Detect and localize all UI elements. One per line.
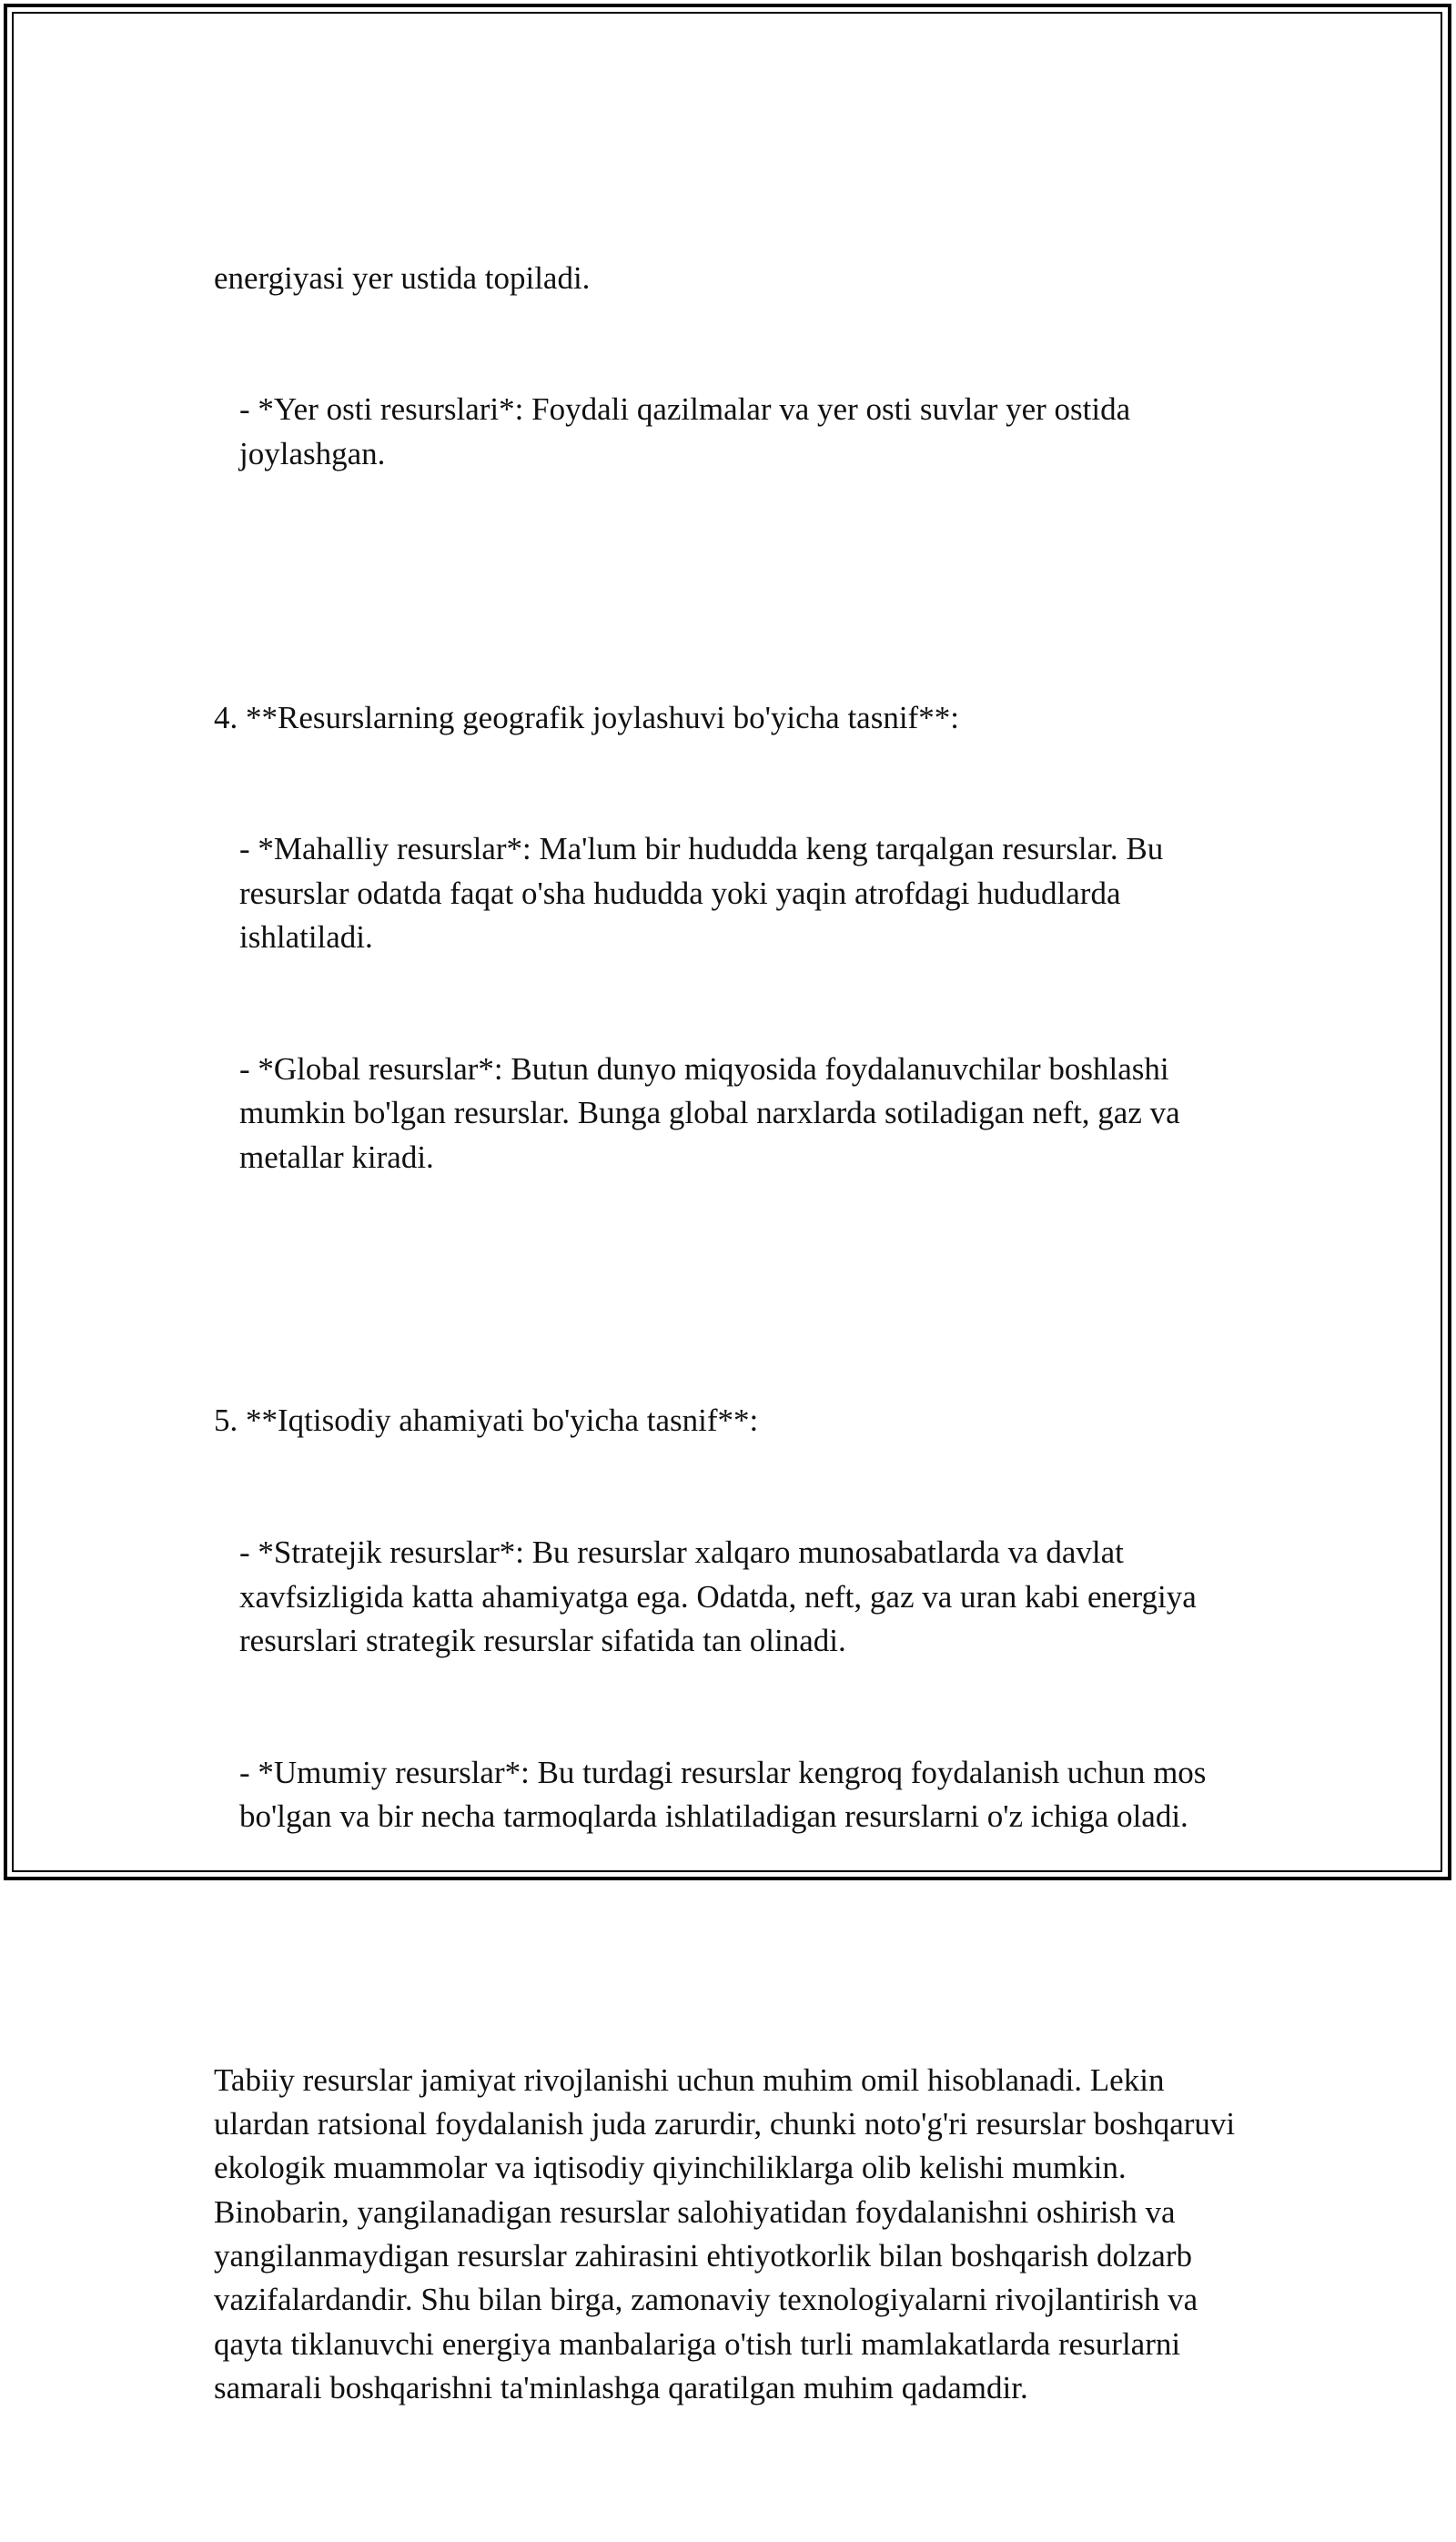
- conclusion-text: Tabiiy resurslar jamiyat rivojlanishi uchun muhim omil hisoblanadi. Lekin ulardan ratsional foydalanish juda zarurdir, chunki noto'g'ri resurslar boshqaruvi ekologik muammolar va iqtisodiy qiyinchiliklarga olib kelishi mumkin. Binobarin, yangilanadigan resurslar salohiyatidan foydalanishni oshirish va yangilanmaydigan resurslar zahirasini ehtiyotkorlik bilan boshqarish dolzarb vazifalardandir. Shu bilan birga, zamonaviy texnologiyalarni rivojlantirish va qayta tiklanuvchi energiya manbalariga o'tish turli mamlakatlarda resurlarni samarali boshqarishni ta'minlashga qaratilgan muhim qadamdir.: [214, 2061, 1243, 2405]
- global-resources-item: - *Global resurslar*: Butun dunyo miqyosida foydalanuvchilar boshlashi mumkin bo'lgan resurslar. Bunga global narxlarda sotiladigan neft, gaz va metallar kiradi.: [239, 1050, 1188, 1175]
- section-heading-economic: 5. **Iqtisodiy ahamiyati bo'yicha tasnif**:: [214, 1403, 759, 1439]
- common-resources-item: - *Umumiy resurslar*: Bu turdagi resurslar kengroq foydalanish uchun mos bo'lgan va bir necha tarmoqlarda ishlatiladigan resurslarni o'z ichiga oladi.: [239, 1754, 1215, 1834]
- geographic-classification-section: [214, 608, 1242, 1267]
- continuation-block: [214, 168, 1242, 564]
- conclusion-paragraph: [214, 1970, 1242, 2498]
- local-resources-item: - *Mahalliy resurslar*: Ma'lum bir hududda keng tarqalgan resurslar. Bu resurslar odatda faqat o'sha hududda yoki yaqin atrofdagi hududlarda ishlatiladi.: [239, 831, 1171, 956]
- underground-resources-item: - *Yer osti resurslari*: Foydali qazilmalar va yer osti suvlar yer ostida joylashgan.: [239, 391, 1138, 471]
- section-heading-geographic: 4. **Resurslarning geografik joylashuvi bo'yicha tasnif**:: [214, 699, 959, 735]
- document-body: [214, 168, 1242, 2542]
- strategic-resources-item: - *Stratejik resurslar*: Bu resurslar xalqaro munosabatlarda va davlat xavfsizligida katta ahamiyatga ega. Odatda, neft, gaz va uran kabi energiya resurslari strategik resurslar sifatida tan olinadi.: [239, 1534, 1205, 1658]
- continuation-line: energiyasi yer ustida topiladi.: [214, 259, 591, 296]
- economic-classification-section: [214, 1312, 1242, 1927]
